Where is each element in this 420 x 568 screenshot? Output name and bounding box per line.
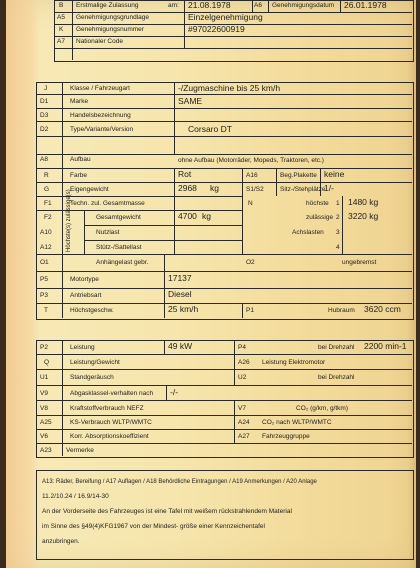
field-code-u2: U2 [238,374,247,381]
field-code-q: Q [44,359,50,366]
vehicle-type: Corsaro DT [188,124,232,134]
axle-label-permitted: zulässige [306,214,334,221]
sticker-value: keine [324,169,345,179]
field-label-fuel-nefz: Kraftstoffverbrauch NEFZ [70,405,144,412]
field-label-rpm: bei Drehzahl [318,344,355,351]
field-label-fuel-wltp: KS-Verbrauch WLTP/WMTC [70,419,152,426]
field-code-d2: D2 [40,126,49,133]
first-registration-date: 21.08.1978 [188,0,231,10]
field-label-color: Farbe [70,172,87,179]
field-label-sticker: Beg.Plakette [280,172,317,179]
field-label-trade-name: Handelsbezeichnung [70,112,131,119]
drive-type: Diesel [168,289,192,299]
field-code-a6: A6 [254,2,262,9]
field-code-v9: V9 [40,390,48,397]
field-code-s1s2: S1/S2 [246,186,264,193]
field-code-v8: V8 [40,405,48,412]
seats-value: 1/- [324,183,334,193]
field-code-a16: A16 [246,172,258,179]
engine-type: 17137 [168,273,192,283]
vehicle-color: Rot [178,169,192,179]
remarks-text-line-2: im Sinne des §49(4)KFG1967 von der Mindest- größe einer Kennzeichentafel [42,523,265,530]
field-code-a10: A10 [40,229,52,236]
field-code-f2: F2 [44,214,52,221]
engine-rpm: 2200 min-1 [364,341,407,351]
field-label-electric-power: Leistung Elektromotor [262,359,326,366]
field-code-u1: U1 [40,374,49,381]
field-code-k: K [59,26,64,33]
approval-number: #97022600919 [188,24,245,34]
axle-load-1: 1480 kg [348,197,379,207]
field-code-a26: A26 [238,359,250,366]
field-code-a7: A7 [57,38,65,45]
field-code-p1: P1 [246,307,254,314]
empty-weight: 2968 [178,183,197,193]
field-label-support-load: Stütz-/Sattellast [96,244,142,251]
remarks-text-line-1: An der Vorderseite des Fahrzeuges ist eine Tafel mit weißem rückstrahlendem Material [42,508,292,515]
field-label-power-weight: Leistung/Gewicht [70,359,120,366]
field-code-a8: A8 [40,156,48,163]
axle-label-highest: höchste [306,200,329,207]
field-code-r: R [44,172,49,179]
field-code-d3: D3 [40,112,49,119]
field-code-g: G [44,186,50,193]
vertical-label-highest-permitted: Höchste(s) zulässige(s) [66,189,72,252]
field-label-emission-class: Abgasklassel-verhalten nach [70,390,154,397]
remarks-tire-sizes: 11.2/10.24 / 16.9/14-30 [42,493,109,500]
vehicle-body: ohne Aufbau (Motorräder, Mopeds, Traktoren, etc.) [178,157,324,164]
field-label-make: Marke [70,98,89,105]
field-label-approval-basis: Genehmigungsgrundlage [76,14,149,21]
field-code-a25: A25 [40,419,52,426]
field-label-unbraked: ungebremst [342,259,377,266]
field-label-power: Leistung [70,344,95,351]
vehicle-make: SAME [178,96,203,106]
remarks-text-line-3: anzubringen. [42,538,80,545]
engine-power: 49 kW [168,341,193,351]
field-code-a5: A5 [57,14,65,21]
field-label-remarks: Vermerke [66,447,94,454]
field-label-noise-rpm: bei Drehzahl [318,374,355,381]
field-code-d1: D1 [40,98,49,105]
field-label-absorption: Korr. Absorptionskoeffizient [70,433,149,440]
registration-document [6,0,416,568]
field-code-a27: A27 [238,433,250,440]
vehicle-class: -/Zugmaschine bis 25 km/h [178,83,281,93]
field-label-tech-mass: Techn. zul. Gesamtmasse [70,200,145,207]
field-code-p5: P5 [40,276,48,283]
field-label-body: Aufbau [70,156,91,163]
field-label-seats: Sitz-/Stehplätze [280,186,326,193]
field-code-p2: P2 [40,344,48,351]
field-code-f1: F1 [44,200,52,207]
field-label-empty-weight: Eigengewicht [70,186,109,193]
emission-class: -/- [170,387,179,397]
field-label-stationary-noise: Standgeräusch [70,374,114,381]
field-label-total-weight: Gesamtgewicht [96,214,141,221]
field-code-b: B [59,2,64,9]
field-label-approval-date: Genehmigungsdatum [272,2,335,9]
field-code-n: N [248,200,253,207]
axle-label-axle-loads: Achslasten [292,229,324,236]
field-code-v6: V6 [40,433,48,440]
field-label-class: Klasse / Fahrzeugart [70,85,130,92]
field-label-vehicle-group: Fahrzeuggruppe [262,433,310,440]
empty-weight-unit: kg [210,183,219,193]
field-code-o2: O2 [246,259,255,266]
field-code-v7: V7 [238,405,246,412]
field-label-displacement: Hubraum [328,307,355,314]
field-label-first-registration: Erstmalige Zulassung [76,2,139,9]
field-label-top-speed: Höchstgeschw. [70,307,114,314]
remarks-header: A13: Räder, Bereifung / A17 Auflagen / A18 Behördliche Eintragungen / A19 Anmerkungen / A20 Anlage [42,479,317,485]
field-code-a12: A12 [40,244,52,251]
displacement: 3620 ccm [364,304,401,314]
axle-number-4: 4 [336,244,340,251]
field-label-braked-trailer: Anhängelast gebr. [96,259,149,266]
top-speed: 25 km/h [168,304,199,314]
paper-fold-shadow [6,0,40,568]
field-code-j: J [44,85,48,92]
field-code-t: T [44,307,48,314]
axle-number-2: 2 [336,214,340,221]
field-code-o1: O1 [40,259,49,266]
field-code-a23: A23 [40,447,52,454]
field-label-co2-wltp: CO₂ nach WLTP/WMTC [262,419,332,426]
field-code-a24: A24 [238,419,250,426]
field-label-engine-type: Motortype [70,276,99,283]
total-weight: 4700 [178,211,197,221]
field-code-p4: P4 [238,344,246,351]
field-label-national-code: Nationaler Code [76,38,123,45]
field-label-approval-number: Genehmigungsnummer [76,26,144,33]
field-label-am: am: [168,2,179,9]
field-label-type: Type/Variante/Version [70,126,134,133]
axle-load-2: 3220 kg [348,211,379,221]
field-label-drive-type: Antriebsart [70,292,102,299]
field-label-co2: CO₂ (g/km, g/tkm) [296,405,348,412]
approval-basis: Einzelgenehmigung [188,12,263,22]
approval-date: 26.01.1978 [344,0,387,10]
axle-number-3: 3 [336,229,340,236]
axle-number-1: 1 [336,200,340,207]
total-weight-unit: kg [202,211,211,221]
field-label-payload: Nutzlast [96,229,120,236]
field-code-p3: P3 [40,292,48,299]
